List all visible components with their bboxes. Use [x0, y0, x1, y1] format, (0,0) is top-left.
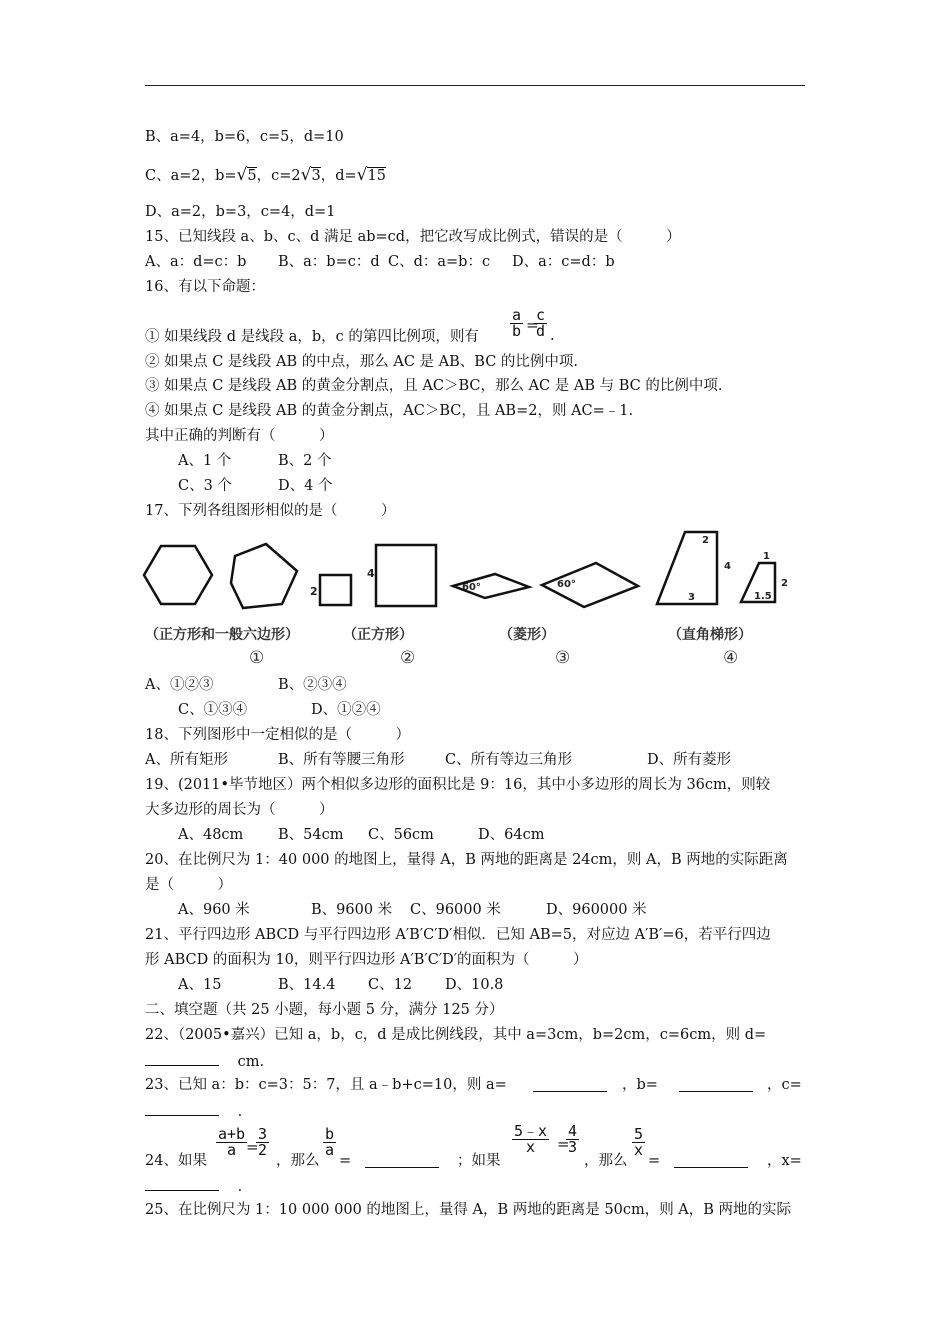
big-square-side-label: 4	[367, 567, 375, 580]
q15-option-b: B、a：b=c：d	[278, 254, 380, 270]
q18-stem: 18、下列图形中一定相似的是（ ）	[145, 727, 410, 743]
small-trapezoid-height-label: 2	[781, 578, 788, 589]
q19-option-d: D、64cm	[478, 827, 545, 843]
q24-eq-4: =	[648, 1153, 661, 1169]
figure-group2-number: ②	[400, 648, 416, 668]
frac-numerator: c	[536, 306, 546, 324]
q15-option-d: D、a：c=d：b	[512, 254, 615, 270]
q16-stem: 16、有以下命题：	[145, 279, 265, 295]
q24-mid: ，那么	[276, 1153, 320, 1169]
q15-stem: 15、已知线段 a、b、c、d 满足 ab=cd，把它改写成比例式，错误的是（ ）	[145, 229, 681, 245]
frac-numerator: 5	[634, 1125, 644, 1143]
q16-1-end: .	[550, 328, 555, 344]
figure-group3-label: （菱形）	[499, 627, 555, 643]
q24-line2	[145, 1176, 242, 1196]
q23-stem-line1	[145, 1076, 507, 1094]
q17-stem: 17、下列各组图形相似的是（ ）	[145, 503, 396, 519]
q24-fraction-ab-over-a	[216, 1127, 247, 1158]
q19-option-b: B、54cm	[278, 827, 344, 843]
figure-group1-number: ①	[249, 648, 265, 668]
q24-semi: ；如果	[457, 1153, 501, 1169]
q14-c-d-radicand: 15	[367, 168, 386, 184]
frac-denominator: b	[512, 322, 522, 340]
q20-stem-line2: 是（ ）	[145, 877, 232, 893]
figure-group4-number: ④	[723, 648, 739, 668]
q20-option-c: C、96000 米	[410, 902, 501, 918]
q16-option-b: B、2 个	[278, 453, 332, 469]
regular-hexagon-shape	[144, 546, 212, 604]
q17-option-d: D、①②④	[311, 702, 381, 718]
q16-statement-3: ③ 如果点 C 是线段 AB 的黄金分割点，且 AC＞BC，那么 AC 是 AB 与 BC 的比例中项.	[145, 378, 723, 394]
q16-statement-2: ② 如果点 C 是线段 AB 的中点，那么 AC 是 AB、BC 的比例中项.	[145, 354, 579, 370]
sqrt-symbol: √	[236, 165, 248, 185]
q20-option-a: A、960 米	[178, 902, 250, 918]
q24-fraction-5x-over-x	[512, 1124, 549, 1155]
q18-option-d: D、所有菱形	[647, 752, 732, 768]
q16-option-a: A、1 个	[178, 453, 232, 469]
q20-stem-line1: 20、在比例尺为 1：40 000 的地图上，量得 A，B 两地的距离是 24cm，则 A，B 两地的实际距离	[145, 852, 788, 868]
q20-option-b: B、9600 米	[311, 902, 393, 918]
frac-denominator: 2	[258, 1141, 268, 1159]
q14-option-b: B、a=4，b=6，c=5，d=10	[145, 129, 344, 145]
q15-option-c: C、d：a=b：c	[388, 254, 491, 270]
q16-judge: 其中正确的判断有（ ）	[145, 428, 334, 444]
q14-c-prefix: C、a=2，b=	[145, 168, 237, 184]
q17-option-b: B、②③④	[278, 677, 347, 693]
q16-1-text: ① 如果线段 d 是线段 a，b，c 的第四比例项，则有	[145, 329, 479, 345]
q16-option-c: C、3 个	[178, 478, 232, 494]
q14-c-mid: ，c=2	[256, 168, 301, 184]
q22-stem-line1: 22、（2005•嘉兴）已知 a，b，c，d 是成比例线段，其中 a=3cm，b=2cm，c=6cm，则 d=	[145, 1027, 767, 1043]
q21-option-d: D、10.8	[445, 977, 504, 993]
small-trapezoid-top-label: 1	[763, 551, 770, 562]
q23-c-blank[interactable]	[145, 1101, 219, 1116]
q25-stem-line1: 25、在比例尺为 1：10 000 000 的地图上，量得 A，B 两地的距离是 50cm，则 A，B 两地的实际	[145, 1202, 792, 1218]
small-trapezoid-bottom-label: 1.5	[754, 591, 772, 602]
frac-numerator: 5﹣x	[514, 1122, 548, 1140]
q14-option-c	[145, 166, 386, 185]
q16-option-d: D、4 个	[278, 478, 333, 494]
section-2-heading: 二、填空题（共 25 小题，每小题 5 分，满分 125 分）	[145, 1002, 504, 1018]
q14-c-b-radicand: 5	[247, 168, 257, 184]
q19-stem-line2: 大多边形的周长为（ ）	[145, 802, 334, 818]
sqrt-symbol: √	[356, 165, 368, 185]
q16-statement-1	[145, 328, 479, 346]
q20-option-d: D、960000 米	[546, 902, 647, 918]
sqrt-symbol: √	[300, 165, 312, 185]
q21-option-b: B、14.4	[278, 977, 336, 993]
q24-eq-3: =	[557, 1135, 570, 1153]
frac-numerator: 4	[568, 1122, 578, 1140]
q22-stem-line2	[145, 1051, 264, 1071]
q23-b-blank[interactable]	[679, 1077, 753, 1092]
frac-numerator: b	[325, 1125, 335, 1143]
q14-c-c-radicand: 3	[311, 168, 321, 184]
q22-answer-blank[interactable]	[145, 1051, 219, 1066]
q23-text: 23、已知 a：b：c=3：5：7，且 a﹣b+c=10，则 a=	[145, 1077, 507, 1093]
q21-option-a: A、15	[178, 977, 222, 993]
frac-denominator: a	[227, 1141, 237, 1159]
small-rhombus-angle: 60°	[462, 582, 481, 593]
header-rule	[145, 85, 805, 86]
q24-eq-1: =	[246, 1138, 259, 1156]
frac-denominator: x	[634, 1141, 644, 1159]
q17-option-a: A、①②③	[145, 677, 214, 693]
q21-option-c: C、12	[368, 977, 413, 993]
figure-group4-label: （直角梯形）	[668, 627, 752, 643]
q23-c-label: ，c=	[767, 1077, 802, 1093]
q23-a-blank[interactable]	[533, 1077, 607, 1092]
q24-fraction-b-over-a	[323, 1127, 336, 1158]
frac-denominator: x	[526, 1138, 536, 1156]
frac-denominator: a	[325, 1141, 335, 1159]
q17-option-c: C、①③④	[178, 702, 248, 718]
frac-numerator: 3	[258, 1125, 268, 1143]
q24-eq-2: =	[339, 1153, 352, 1169]
q24-x-label: ，x=	[767, 1153, 802, 1169]
big-trapezoid-top-label: 2	[702, 535, 709, 546]
q24-x-blank[interactable]	[145, 1176, 219, 1191]
q22-unit: cm.	[237, 1054, 265, 1070]
q18-option-c: C、所有等边三角形	[445, 752, 573, 768]
irregular-hexagon-shape	[231, 544, 297, 608]
q24-second-blank[interactable]	[674, 1153, 748, 1168]
figure-group1-label: （正方形和一般六边形）	[145, 627, 299, 643]
q21-stem-line2: 形 ABCD 的面积为 10，则平行四边形 A′B′C′D′的面积为（ ）	[145, 952, 588, 968]
q18-option-b: B、所有等腰三角形	[278, 752, 405, 768]
q24-prefix: 24、如果	[145, 1153, 207, 1169]
q24-fraction-3-over-2	[256, 1127, 269, 1158]
frac-numerator: a+b	[218, 1125, 246, 1143]
big-trapezoid-height-label: 4	[724, 561, 731, 572]
big-trapezoid-bottom-label: 3	[688, 592, 695, 603]
figure-group3-number: ③	[555, 648, 571, 668]
big-square-shape	[376, 545, 436, 606]
q16-statement-4: ④ 如果点 C 是线段 AB 的黄金分割点，AC＞BC，且 AB=2，则 AC=﹣1.	[145, 403, 634, 419]
small-square-shape	[320, 575, 351, 605]
q16-fraction-eq: =	[526, 316, 539, 334]
q14-c-mid2: ，d=	[320, 168, 357, 184]
q18-option-a: A、所有矩形	[145, 752, 228, 768]
q24-mid3: ，那么	[584, 1153, 628, 1169]
small-square-side-label: 2	[310, 585, 318, 598]
big-rhombus-angle: 60°	[557, 579, 576, 590]
q19-stem-line1: 19、(2011•毕节地区）两个相似多边形的面积比是 9：16，其中小多边形的周长为 36cm，则较	[145, 777, 771, 793]
q24-first-blank[interactable]	[365, 1153, 439, 1168]
frac-numerator: a	[512, 306, 522, 324]
q16-fraction-left	[510, 308, 523, 339]
q23-stem-line2	[145, 1101, 242, 1121]
q19-option-a: A、48cm	[178, 827, 244, 843]
q23-b-label: ，b=	[622, 1077, 658, 1093]
q24-end: .	[237, 1179, 243, 1195]
q21-stem-line1: 21、平行四边形 ABCD 与平行四边形 A′B′C′D′相似．已知 AB=5，对应边 A′B′=6，若平行四边	[145, 927, 771, 943]
q15-option-a: A、a：d=c：b	[145, 254, 247, 270]
q24-fraction-5-over-x	[632, 1127, 645, 1158]
q23-end: .	[237, 1104, 243, 1120]
q24-fraction-4-over-3	[566, 1124, 579, 1155]
frac-denominator: d	[536, 322, 546, 340]
figure-group2-label: （正方形）	[343, 627, 413, 643]
q14-option-d: D、a=2，b=3，c=4，d=1	[145, 204, 336, 220]
q17-figure	[140, 528, 800, 670]
q16-fraction-right	[534, 308, 547, 339]
frac-denominator: 3	[568, 1138, 578, 1156]
q19-option-c: C、56cm	[368, 827, 434, 843]
